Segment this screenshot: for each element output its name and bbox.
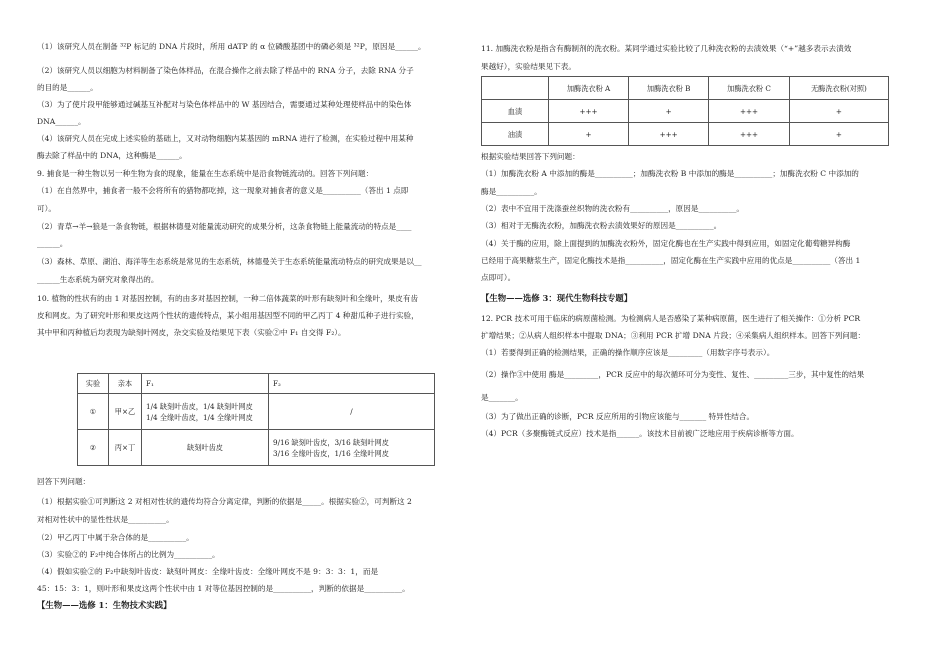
table-cell: +++: [709, 123, 790, 146]
q11-part4-line1: （4）关于酶的应用，除上面提到的加酶洗衣粉外，固定化酶也在生产实践中得到应用，如固定化葡萄糖异构酶: [481, 239, 851, 248]
q9-part3-line1: （3）森林、草原、湖泊、海洋等生态系统是常见的生态系统，林德曼关于生态系统能量流动特点的研究成果是以__: [37, 257, 422, 266]
table-cell-parents: 甲×乙: [109, 394, 142, 430]
table-cell: +: [629, 100, 709, 123]
q10-part3: （3）实验②的 F₂中纯合体所占的比例为__________。: [37, 550, 220, 559]
table-header-cell: F₂: [269, 374, 435, 394]
q8-part2-line2: 的目的是______。: [37, 83, 98, 92]
q11-stem-line2: 果越好），实验结果见下表。: [481, 62, 576, 71]
genetics-cross-table: [77, 373, 435, 466]
section-heading-elective1: 【生物——选修 1：生物技术实践】: [37, 600, 172, 610]
q8-part2-line1: （2）该研究人员以细胞为材料制备了染色体样品，在混合操作之前去除了样品中的 RNA 分子，去除 RNA 分子: [37, 66, 414, 75]
table-header-row: [482, 77, 889, 100]
table-cell: +++: [709, 100, 790, 123]
q12-stem-line2: 扩增结果；②从病人组织样本中提取 DNA；③利用 PCR 扩增 DNA 片段；④采集病人组织样本。回答下列问题：: [481, 331, 866, 340]
table-cell-experiment: ②: [78, 430, 109, 466]
q9-part3-line2: ______生态系统为研究对象得出的。: [37, 275, 159, 284]
table-cell: +: [789, 123, 888, 146]
table-header-cell: F₁: [142, 374, 269, 394]
table-header-cell: 加酶洗衣粉 B: [629, 77, 709, 100]
cell-line: 1/4 全缘叶齿皮，1/4 全缘叶网皮: [146, 412, 253, 422]
table-header-cell: 加酶洗衣粉 C: [709, 77, 790, 100]
table-header-cell: [482, 77, 549, 100]
table-header-row: [78, 374, 435, 394]
q9-stem: 9. 捕食是一种生物以另一种生物为食的现象，能量在生态系统中是沿食物链流动的。回答下列问题：: [37, 169, 374, 178]
q10-stem-line1: 10. 植物的性状有的由 1 对基因控制，有的由多对基因控制，一种二倍体蔬菜的叶形有缺刻叶和全缘叶，果皮有齿: [37, 294, 419, 303]
q10-stem-line3: 其中甲和丙种植后均表现为缺刻叶网皮，杂交实验及结果见下表（实验②中 F₁ 自交得 F₂）。: [37, 328, 346, 337]
table-cell: +: [789, 100, 888, 123]
q12-part2-line2: 是_______。: [481, 393, 523, 402]
table-cell: 油渍: [482, 123, 549, 146]
table-cell: 血渍: [482, 100, 549, 123]
table-row: [78, 430, 435, 466]
cell-line: 1/4 缺刻叶齿皮，1/4 缺刻叶网皮: [146, 401, 253, 411]
table-header-cell: 无酶洗衣粉(对照): [789, 77, 888, 100]
q11-part2: （2）表中不宜用于洗涤蚕丝织物的洗衣粉有__________，原因是__________。: [481, 204, 745, 213]
q11-answer-lead: 根据实验结果回答下列问题：: [481, 152, 580, 161]
q8-part1-line1: （1）该研究人员在制备 ³²P 标记的 DNA 片段时，所用 dATP 的 α 位磷酸基团中的磷必须是 ³²P，原因是______。: [37, 42, 426, 51]
q12-stem-line1: 12. PCR 技术可用于临床的病原菌检测。为检测病人是否感染了某种病原菌，医生进行了相关操作：①分析 PCR: [481, 314, 861, 323]
q12-part4: （4）PCR（多聚酶链式反应）技术是指______。该技术目前被广泛地应用于疾病诊断等方面。: [481, 429, 799, 438]
table-cell-f1: [142, 394, 269, 430]
table-row: [482, 100, 889, 123]
table-cell: +++: [629, 123, 709, 146]
q10-part4-line1: （4）假如实验②的 F₂中缺刻叶齿皮：缺刻叶网皮：全缘叶齿皮：全缘叶网皮不是 9：3：3：1，而是: [37, 567, 379, 576]
table-row: [482, 123, 889, 146]
table-cell: +++: [549, 100, 629, 123]
q10-part1-line1: （1）根据实验①可判断这 2 对相对性状的遗传均符合分离定律，判断的依据是_____。根据实验②，可判断这 2: [37, 497, 412, 506]
table-header-cell: 亲本: [109, 374, 142, 394]
table-cell-parents: 丙×丁: [109, 430, 142, 466]
q11-part4-line2: 已经用于高果糖浆生产，固定化酶技术是指__________，固定化酶在生产实践中应用的优点是__________（答出 1: [481, 256, 861, 265]
q10-stem-line2: 皮和网皮。为了研究叶形和果皮这两个性状的遗传特点，某小组用基因型不同的甲乙丙丁 4 种甜瓜种子进行实验，: [37, 311, 419, 320]
q12-part3: （3）为了做出正确的诊断，PCR 反应所用的引物应该能与_______ 特异性结合。: [481, 412, 755, 421]
table-header-cell: 实验: [78, 374, 109, 394]
q10-part2: （2）甲乙丙丁中属于杂合体的是__________。: [37, 533, 194, 542]
table-cell: +: [549, 123, 629, 146]
q8-part3-line1: （3）为了使片段甲能够通过碱基互补配对与染色体样品中的 W 基因结合，需要通过某种处理使样品中的染色体: [37, 100, 412, 109]
table-cell-experiment: ①: [78, 394, 109, 430]
table-cell-f1: 缺刻叶齿皮: [142, 430, 269, 466]
cell-line: 3/16 全缘叶齿皮，1/16 全缘叶网皮: [273, 448, 389, 458]
table-row: [78, 394, 435, 430]
q10-part1-line2: 对相对性状中的显性性状是__________。: [37, 515, 174, 524]
q9-part1-line2: 可）。: [37, 204, 56, 213]
table-cell-f2: /: [269, 394, 435, 430]
q10-part4-line2: 45：15：3：1，则叶形和果皮这两个性状中由 1 对等位基因控制的是__________，判断的依据是__________。: [37, 584, 410, 593]
q8-part3-line2: DNA______。: [37, 117, 86, 126]
q8-part4-line2: 酶去除了样品中的 DNA，这种酶是______。: [37, 151, 187, 160]
cell-line: 9/16 缺刻叶齿皮，3/16 缺刻叶网皮: [273, 437, 389, 447]
q9-part2-line1: （2）青草→羊→狼是一条食物链，根据林德曼对能量流动研究的成果分析，这条食物链上能量流动的特点是____: [37, 222, 412, 231]
q9-part1-line1: （1）在自然界中，捕食者一般不会将所有的猎物都吃掉，这一现象对捕食者的意义是__________（答出 1 点即: [37, 186, 409, 195]
q12-part2-line1: （2）操作③中使用 酶是_________，PCR 反应中的每次循环可分为变性、复性、_________三步，其中复性的结果: [481, 370, 865, 379]
q11-part3: （3）相对于无酶洗衣粉，加酶洗衣粉去渍效果好的原因是__________。: [481, 221, 722, 230]
q11-part4-line3: 点即可）。: [481, 273, 516, 282]
q11-stem-line1: 11. 加酶洗衣粉是指含有酶制剂的洗衣粉。某同学通过实验比较了几种洗衣粉的去渍效果（“+”越多表示去渍效: [481, 44, 852, 53]
table-cell-f2: [269, 430, 435, 466]
table-header-cell: 加酶洗衣粉 A: [549, 77, 629, 100]
detergent-table: [481, 76, 889, 146]
q8-part4-line1: （4）该研究人员在完成上述实验的基础上，又对动物细胞内某基因的 mRNA 进行了检测，在实验过程中用某种: [37, 134, 414, 143]
q10-answer-lead: 回答下列问题：: [37, 477, 91, 486]
q11-part1-line2: 酶是__________。: [481, 187, 542, 196]
q12-part1: （1）若要得到正确的检测结果，正确的操作顺序应该是_________（用数字序号表示）。: [481, 348, 775, 357]
q9-part2-line2: ______。: [37, 239, 68, 248]
q11-part1-line1: （1）加酶洗衣粉 A 中添加的酶是__________；加酶洗衣粉 B 中添加的酶是__________；加酶洗衣粉 C 中添加的: [481, 169, 859, 178]
section-heading-elective3: 【生物——选修 3：现代生物科技专题】: [481, 293, 633, 303]
